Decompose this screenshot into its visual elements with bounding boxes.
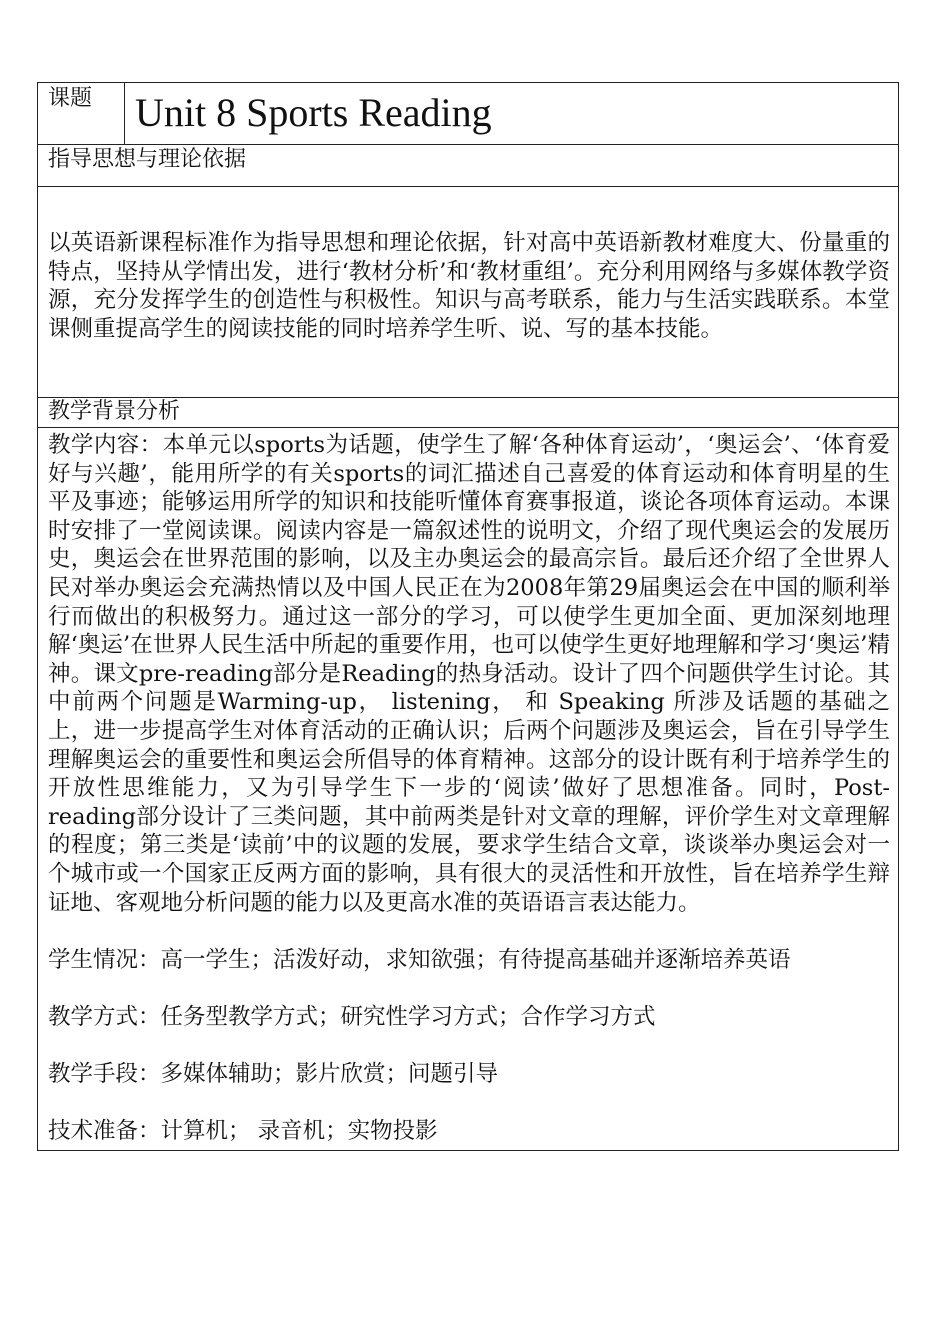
guiding-header-row [38,145,899,187]
background-header-row [38,398,899,428]
lesson-plan-table [37,82,899,1151]
method-line: 教学方式：任务型教学方式；研究性学习方式；合作学习方式 [48,1003,656,1030]
topic-title: Unit 8 Sports Reading [125,83,899,145]
guiding-text: 以英语新课程标准作为指导思想和理论依据，针对高中英语新教材难度大、份量重的特点，坚持从学情出发，进行‘教材分析’和‘教材重组’。充分利用网络与多媒体教学资源，充分发挥学生的创造性与积极性。知识与高考联系，能力与生活实践联系。本堂课侧重提高学生的阅读技能的同时培养学生听、说、写的基本技能。 [48,230,890,342]
background-cell [38,428,899,1151]
background-label: 教学背景分析 [38,398,899,428]
topic-label: 课题 [38,83,125,145]
students-line: 学生情况：高一学生；活泼好动，求知欲强；有待提高基础并逐渐培养英语 [48,946,791,973]
guiding-cell [38,187,899,398]
lesson-plan-page [37,82,898,1151]
content-paragraph: 教学内容：本单元以sports为话题，使学生了解‘各种体育运动’，‘奥运会’、‘体育爱好与兴趣’，能用所学的有关sports的词汇描述自己喜爱的体育运动和体育明星的生平及事迹；能够运用所学的知识和技能听懂体育赛事报道，谈论各项体育运动。本课时安排了一堂阅读课。阅读内容是一篇叙述性的说明文，介绍了现代奥运会的发展历史，奥运会在世界范围的影响，以及主办奥运会的最高宗旨。最后还介绍了全世界人民对举办奥运会充满热情以及中国人民正在为2008年第29届奥运会在中国的顺利举行而做出的积极努力。通过这一部分的学习，可以使学生更加全面、更加深刻地理解‘奥运’在世界人民生活中所起的重要作用，也可以使学生更好地理解和学习‘奥运’精神。课文pre-reading部分是Reading的热身活动。设计了四个问题供学生讨论。其中前两个问题是Warming-up， listening， 和 Speaking 所涉及话题的基础之上，进一步提高学生对体育活动的正确认识；后两个问题涉及奥运会，旨在引导学生理解奥运会的重要性和奥运会所倡导的体育精神。这部分的设计既有利于培养学生的开放性思维能力，又为引导学生下一步的‘阅读’做好了思想准备。同时，Post-reading部分设计了三类问题，其中前两类是针对文章的理解，评价学生对文章理解的程度；第三类是‘读前’中的议题的发展，要求学生结合文章，谈谈举办奥运会对一个城市或一个国家正反两方面的影响，具有很大的灵活性和开放性，旨在培养学生辩证地、客观地分析问题的能力以及更高水准的英语语言表达能力。 [48,432,890,916]
background-content-row [38,428,899,1151]
topic-row [38,83,899,145]
guiding-content-row [38,187,899,398]
tech-line: 技术准备：计算机； 录音机；实物投影 [48,1118,438,1145]
guiding-label: 指导思想与理论依据 [38,145,899,187]
means-line: 教学手段：多媒体辅助；影片欣赏；问题引导 [48,1061,499,1088]
